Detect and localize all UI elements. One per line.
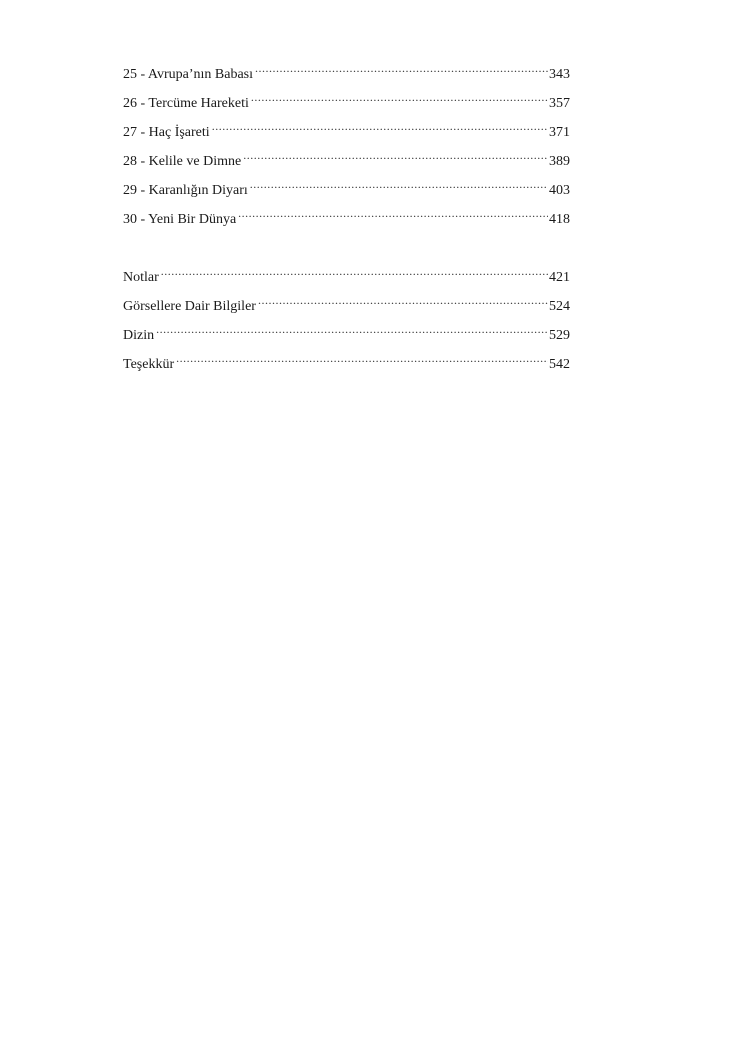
dot-leader [238,203,548,223]
dot-leader [258,290,548,310]
toc-entry[interactable] [123,203,570,232]
toc-entry-title: Dizin [123,328,155,343]
toc-entry-page: 371 [549,125,570,140]
toc-entry-page: 357 [549,96,570,111]
toc-entry-page: 343 [549,67,570,82]
dot-leader [243,145,548,165]
toc-entry-page: 418 [549,212,570,227]
toc-entry-page: 529 [549,328,570,343]
dot-leader [212,116,548,136]
toc-entry-title: 27 - Haç İşareti [123,125,210,140]
toc-entry[interactable] [123,174,570,203]
dot-leader [176,348,548,368]
dot-leader [250,174,548,194]
toc-entry-title: 30 - Yeni Bir Dünya [123,212,237,227]
table-of-contents [123,58,570,377]
dot-leader [156,319,548,339]
toc-entry[interactable] [123,87,570,116]
toc-entry-title: 26 - Tercüme Hareketi [123,96,249,111]
dot-leader [161,261,548,281]
toc-entry[interactable] [123,116,570,145]
toc-entry-acknowledgements[interactable] [123,348,570,377]
toc-entry-title: Görsellere Dair Bilgiler [123,299,256,314]
toc-entry-page: 389 [549,154,570,169]
toc-entry-title: Teşekkür [123,357,175,372]
toc-entry[interactable] [123,145,570,174]
toc-entry-page: 421 [549,270,570,285]
toc-entry-index[interactable] [123,319,570,348]
toc-entry-title: Notlar [123,270,159,285]
toc-entry-notes[interactable] [123,261,570,290]
toc-entry-title: 28 - Kelile ve Dimne [123,154,242,169]
section-spacer [123,232,570,261]
toc-entry-image-credits[interactable] [123,290,570,319]
toc-entry[interactable] [123,58,570,87]
dot-leader [255,58,548,78]
dot-leader [251,87,548,107]
toc-entry-page: 542 [549,357,570,372]
toc-entry-page: 524 [549,299,570,314]
toc-entry-page: 403 [549,183,570,198]
toc-entry-title: 25 - Avrupa’nın Babası [123,67,253,82]
toc-entry-title: 29 - Karanlığın Diyarı [123,183,248,198]
